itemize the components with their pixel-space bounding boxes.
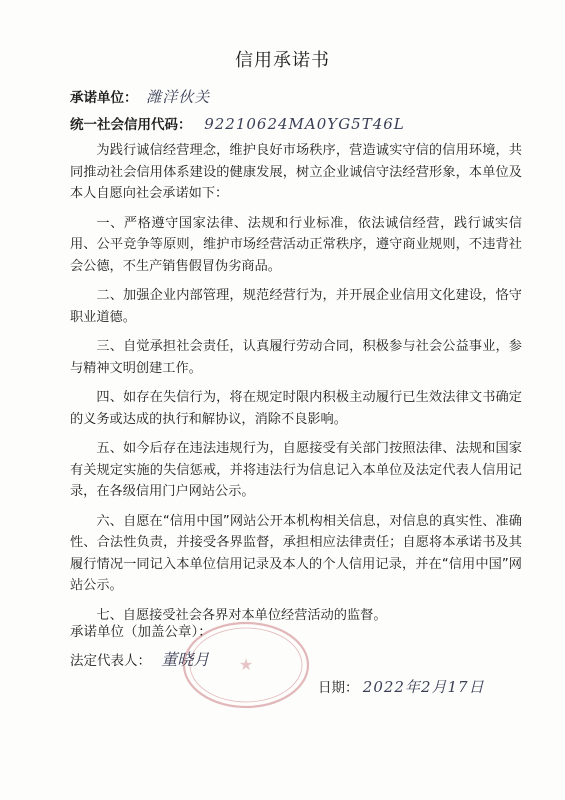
clause-6: 六、自愿在“信用中国”网站公开本机构相关信息，对信息的真实性、准确性、合法性负责，并接受各界监督，承担相应法律责任；自愿将本承诺书及其履行情况一同记入本单位信用记录及本人的个人信用记录，并在“信用中国”网站公示。: [70, 513, 522, 593]
clause-2: 二、加强企业内部管理，规范经营行为，并开展企业信用文化建设，恪守职业道德。: [70, 288, 522, 325]
clause-5: 五、如今后存在违法违规行为，自愿接受有关部门按照法律、法规和国家有关规定实施的失信惩戒，并将违法行为信息记入本单位及法定代表人信用记录，在各级信用门户网站公示。: [70, 441, 522, 499]
unit-field: [70, 86, 210, 107]
sign-unit-line: [70, 620, 212, 640]
unit-handwritten: 潍洋伙关: [146, 88, 211, 106]
clause-3: 三、自觉承担社会责任，认真履行劳动合同，积极参与社会公益事业，参与精神文明创建工作。: [70, 339, 522, 376]
credit-code-label: 统一社会信用代码：: [70, 117, 192, 133]
legal-rep-line: [70, 647, 209, 670]
unit-label: 承诺单位：: [70, 90, 138, 106]
commitment-body: [70, 140, 522, 634]
legal-rep-label: 法定代表人：: [70, 653, 151, 669]
sign-unit-label: 承诺单位（加盖公章）：: [70, 624, 212, 640]
clause-4: 四、如存在失信行为，将在规定时限内积极主动履行已生效法律文书确定的义务或达成的执行和解协议，消除不良影响。: [70, 390, 522, 427]
date-handwritten: 2022年2月17日: [362, 678, 485, 696]
date-label: 日期：: [318, 680, 359, 696]
clause-7: 七、自愿接受社会各界对本单位经营活动的监督。: [96, 607, 387, 623]
date-line: [318, 676, 485, 697]
document-title: 信用承诺书: [235, 50, 330, 71]
legal-rep-signature: 董晓月: [161, 650, 210, 669]
svg-text:★: ★: [238, 655, 254, 674]
credit-code-handwritten: 92210624MA0YG5T46L: [204, 115, 405, 133]
intro-paragraph: 为践行诚信经营理念，维护良好市场秩序，营造诚实守信的信用环境，共同推动社会信用体系建设的健康发展，树立企业诚信守法经营形象，本单位及本人自愿向社会承诺如下：: [70, 143, 522, 201]
credit-code-field: [70, 113, 405, 133]
clause-1: 一、严格遵守国家法律、法规和行业标准，依法诚信经营，践行诚实信用、公平竞争等原则，维护市场经营活动正常秩序，遵守商业规则，不违背社会公德，不生产销售假冒伪劣商品。: [70, 215, 522, 274]
